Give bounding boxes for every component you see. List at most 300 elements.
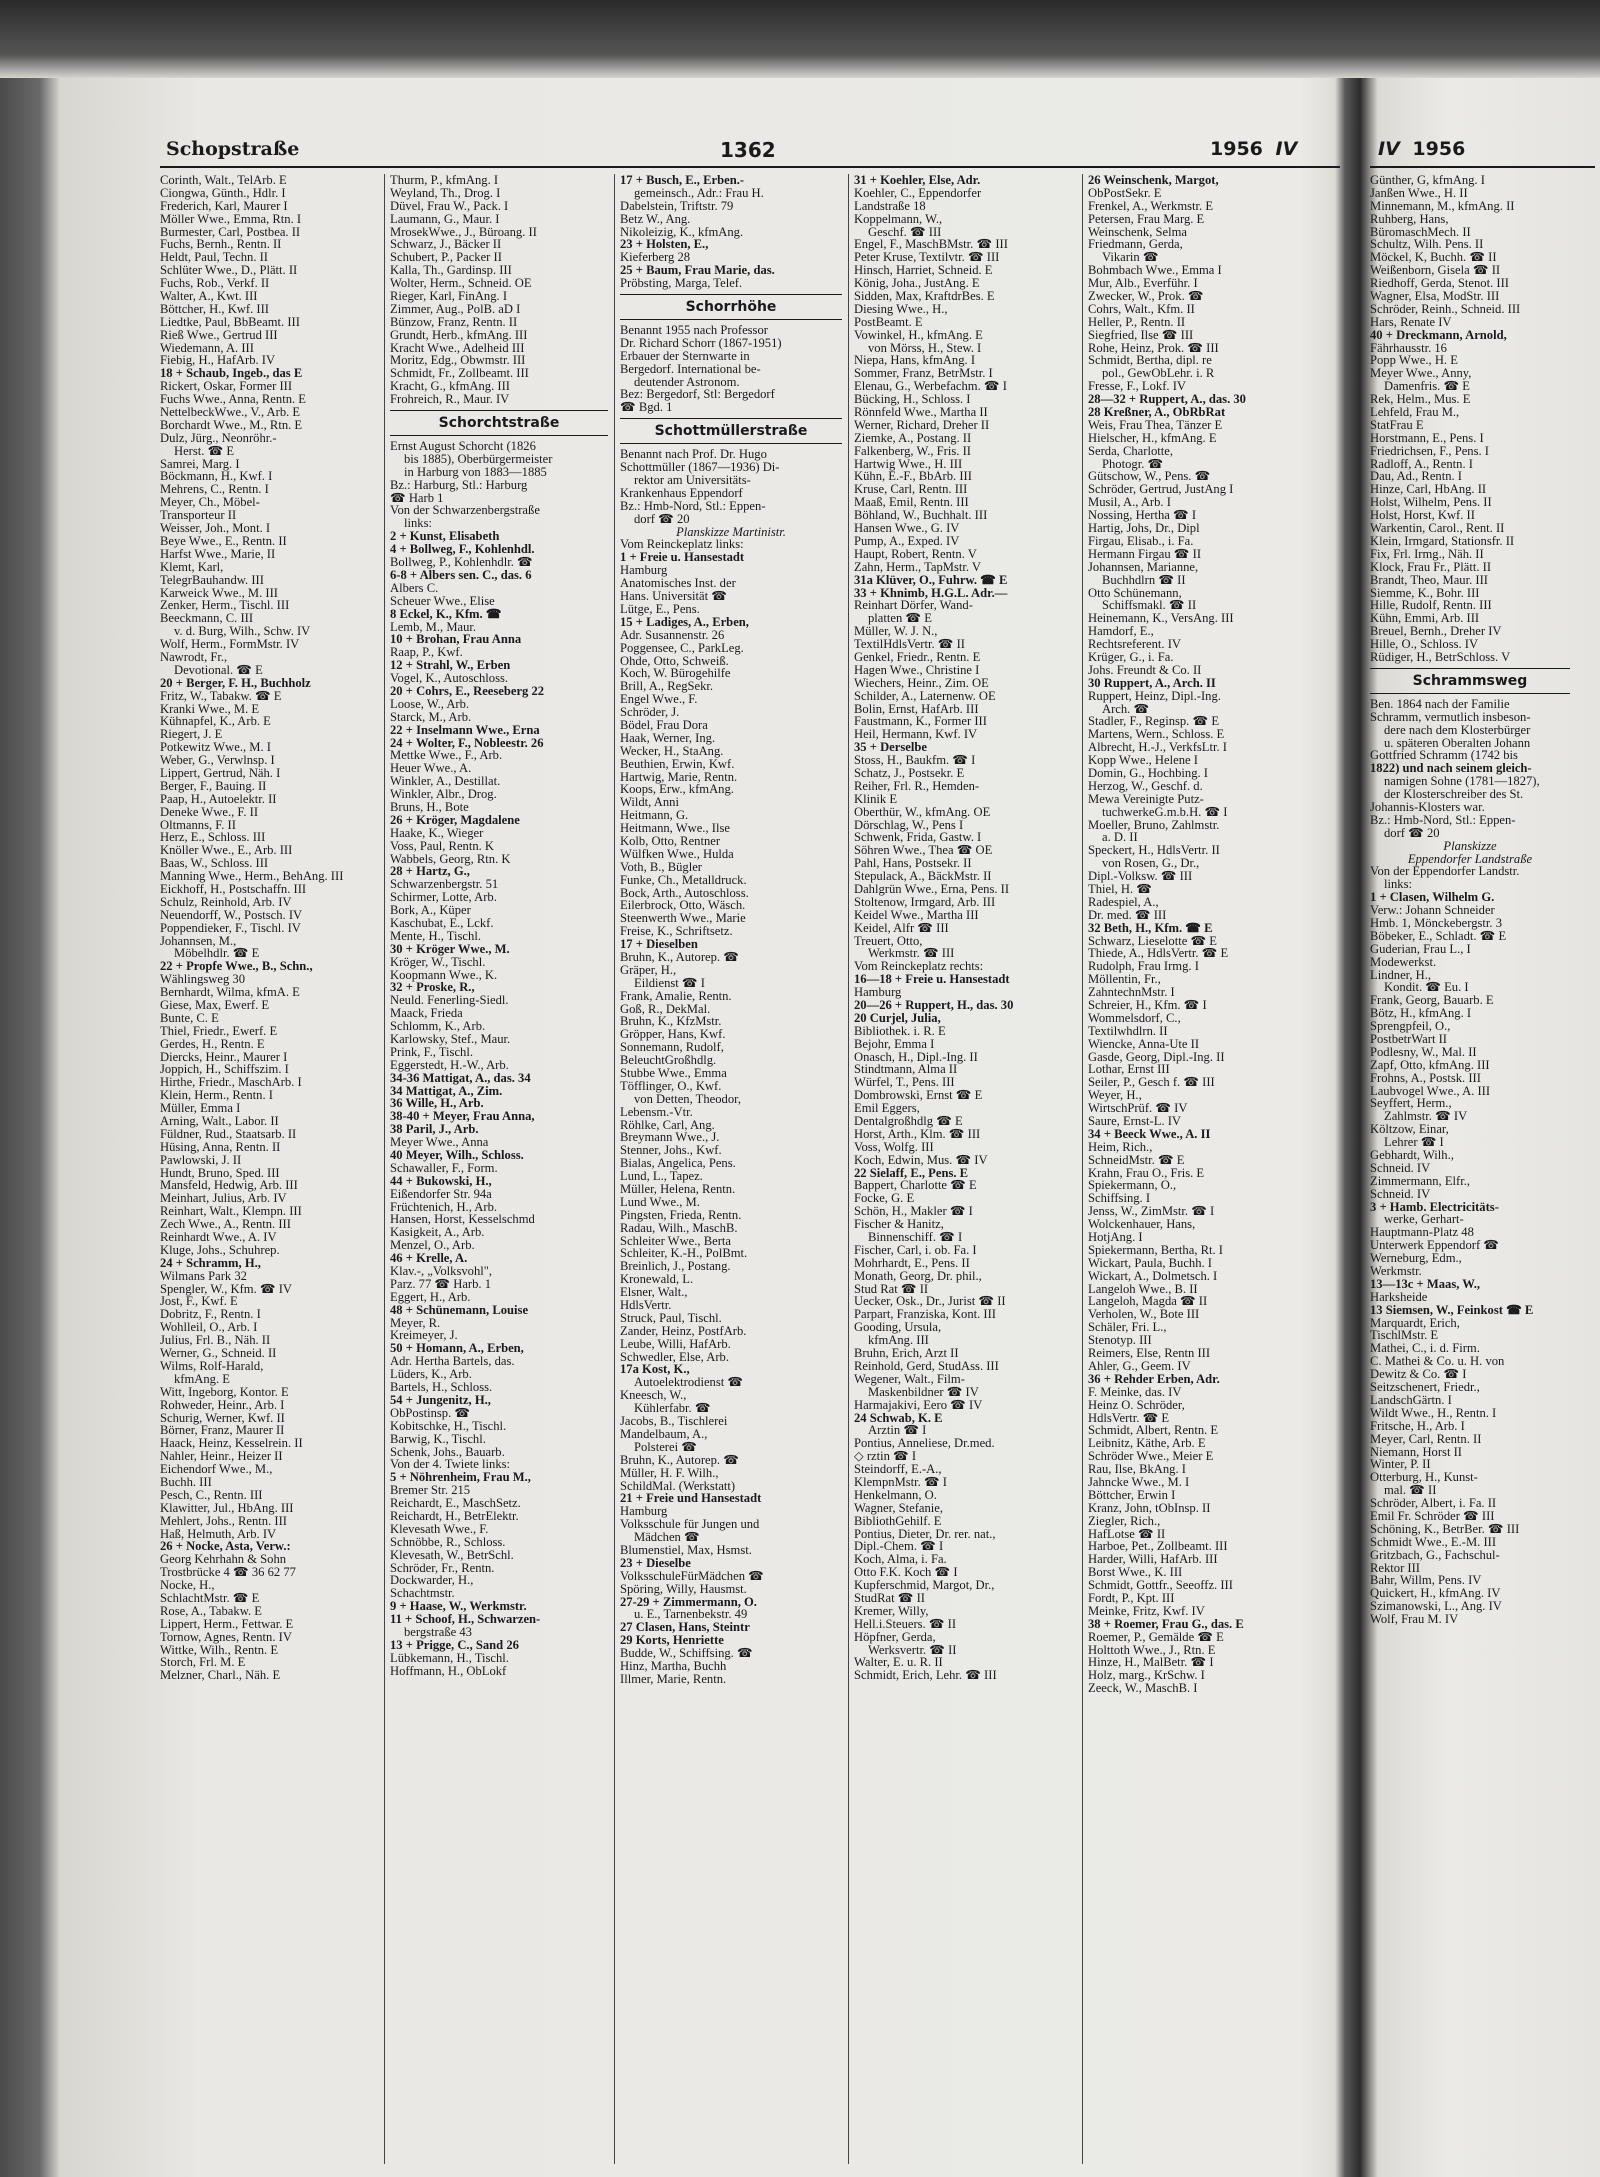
resident-entry: Gröpper, Hans, Kwf. xyxy=(620,1027,726,1042)
resident-entry: Zimmermann, Elfr., xyxy=(1370,1173,1471,1188)
resident-entry: Wegener, Walt., Film- xyxy=(854,1371,965,1386)
resident-entry: Adr. Susannenstr. 26 xyxy=(620,627,725,642)
house-number-entry: 40 Meyer, Wilh., Schloss. xyxy=(390,1148,524,1163)
house-number-entry: 28—32 + Ruppert, A., das. 30 xyxy=(1088,392,1246,407)
resident-entry: ☎ Bgd. 1 xyxy=(620,400,673,415)
entry-continuation: Lehrer ☎ I xyxy=(1384,1135,1444,1150)
resident-entry: Hundt, Bruno, Sped. III xyxy=(160,1165,280,1180)
resident-entry: Bötz, H., kfmAng. I xyxy=(1370,1006,1472,1021)
resident-entry: PostBeamt. E xyxy=(854,314,923,329)
resident-entry: Günther, G, kfmAng. I xyxy=(1370,174,1485,187)
resident-entry: Schramm, vermutlich insbeson- xyxy=(1370,709,1531,724)
resident-entry: Focke, G. E xyxy=(854,1191,915,1206)
resident-entry: Winter, P. II xyxy=(1370,1457,1431,1472)
resident-entry: Schurig, Werner, Kwf. II xyxy=(160,1410,285,1425)
resident-entry: Lemb, M., Maur. xyxy=(390,619,477,634)
resident-entry: Frank, Amalie, Rentn. xyxy=(620,988,732,1003)
resident-entry: Menzel, O., Arb. xyxy=(390,1238,475,1253)
house-number-entry: 2 + Kunst, Elisabeth xyxy=(390,529,500,544)
resident-entry: Radloff, A., Rentn. I xyxy=(1370,456,1473,471)
resident-entry: Breymann Wwe., J. xyxy=(620,1130,720,1145)
resident-entry: Rau, Ilse, BkAng. I xyxy=(1088,1462,1186,1477)
resident-entry: Siegfried, Ilse ☎ III xyxy=(1088,327,1194,342)
resident-entry: Schwarz, Lieselotte ☎ E xyxy=(1088,933,1217,948)
resident-entry: Dentalgroßhdlg ☎ E xyxy=(854,1114,963,1129)
resident-entry: Domin, G., Hochbing. I xyxy=(1088,765,1208,780)
resident-entry: Stubbe Wwe., Emma xyxy=(620,1066,727,1080)
resident-entry: Prink, F., Tischl. xyxy=(390,1044,473,1059)
house-number-entry: 38 Paril, J., Arb. xyxy=(390,1122,479,1137)
entry-continuation: bis 1885), Oberbürgermeister xyxy=(404,451,553,466)
resident-entry: Reinhardt Wwe., A. IV xyxy=(160,1230,277,1245)
resident-entry: Budde, W., Schiffsing. ☎ xyxy=(620,1646,753,1661)
resident-entry: ☎ Harb 1 xyxy=(390,490,444,505)
resident-entry: Bialas, Angelica, Pens. xyxy=(620,1156,736,1171)
house-number-entry: 34 + Beeck Wwe., A. II xyxy=(1088,1126,1211,1141)
house-number-entry: 22 + Inselmann Wwe., Erna xyxy=(390,722,540,737)
resident-entry: Schmidt, Bertha, dipl. re xyxy=(1088,353,1212,368)
entry-continuation: der Klosterschreiber des St. xyxy=(1384,787,1524,802)
resident-entry: Scheuer Wwe., Elise xyxy=(390,593,495,608)
entry-continuation: v. d. Burg, Wilh., Schw. IV xyxy=(174,624,311,639)
resident-entry: Arning, Walt., Labor. II xyxy=(160,1114,279,1129)
resident-entry: Walter, A., Kwt. III xyxy=(160,289,258,304)
resident-entry: Koops, Erw., kfmAng. xyxy=(620,782,734,797)
resident-entry: Schmidt, Gottfr., Seeoffz. III xyxy=(1088,1578,1233,1593)
resident-entry: Koehler, C., Eppendorfer xyxy=(854,185,982,200)
resident-entry: Weinschenk, Selma xyxy=(1088,224,1188,239)
entry-continuation: Zahlmstr. ☎ IV xyxy=(1384,1109,1468,1124)
resident-entry: Rek, Helm., Mus. E xyxy=(1370,392,1471,407)
resident-entry: Stadler, F., Reginsp. ☎ E xyxy=(1088,714,1220,729)
resident-entry: Speckert, H., HdlsVertr. II xyxy=(1088,843,1220,858)
house-number-entry: 50 + Homann, A., Erben, xyxy=(390,1341,524,1356)
resident-entry: Rechtsreferent. IV xyxy=(1088,637,1182,652)
resident-entry: Oberthür, W., kfmAng. OE xyxy=(854,804,991,819)
resident-entry: Bunte, C. E xyxy=(160,1010,219,1025)
resident-entry: Breuel, Bernh., Dreher IV xyxy=(1370,624,1502,639)
resident-entry: Krüger, G., i. Fa. xyxy=(1088,649,1174,664)
resident-entry: KlempnMstr. ☎ I xyxy=(854,1474,947,1489)
resident-entry: Hille, O., Schloss. IV xyxy=(1370,637,1479,652)
resident-entry: Klevesath, W., BetrSchl. xyxy=(390,1547,514,1562)
resident-entry: Schwedler, Else, Arb. xyxy=(620,1349,729,1364)
column-1 xyxy=(160,174,378,1682)
resident-entry: Horstmann, E., Pens. I xyxy=(1370,430,1484,445)
resident-entry: Schneid. IV xyxy=(1370,1160,1431,1175)
resident-entry: Zwecker, W., Prok. ☎ xyxy=(1088,289,1204,304)
house-number-entry: 46 + Krelle, A. xyxy=(390,1251,468,1266)
resident-entry: Voss, Wolfg. III xyxy=(854,1139,934,1154)
resident-entry: Hartwig, Marie, Rentn. xyxy=(620,769,738,784)
resident-entry: Gebhardt, Wilh., xyxy=(1370,1148,1454,1163)
right-page-column xyxy=(1370,80,1595,2170)
resident-entry: Bremer Str. 215 xyxy=(390,1483,471,1498)
resident-entry: Rektor III xyxy=(1370,1560,1421,1575)
resident-entry: Wiechers, Heinr., Zim. OE xyxy=(854,675,989,690)
resident-entry: Leube, Willi, HafArb. xyxy=(620,1336,731,1351)
house-number-entry: 48 + Schünemann, Louise xyxy=(390,1302,529,1317)
entry-continuation: Herst. ☎ E xyxy=(174,443,235,458)
resident-entry: Hamburg xyxy=(620,563,668,578)
resident-entry: Seiler, P., Gesch f. ☎ III xyxy=(1088,1075,1215,1090)
resident-entry: Lebensm.-Vtr. xyxy=(620,1104,693,1119)
house-number-entry: 29 Korts, Henriette xyxy=(620,1633,724,1648)
resident-entry: Albers C. xyxy=(390,580,439,595)
resident-entry: Lindner, H., xyxy=(1370,967,1432,982)
resident-entry: Hars, Renate IV xyxy=(1370,314,1452,329)
resident-entry: Knöller Wwe., E., Arb. III xyxy=(160,843,293,858)
resident-entry: Samrei, Marg. I xyxy=(160,456,240,471)
resident-entry: Diercks, Heinr., Maurer I xyxy=(160,1049,288,1064)
house-number-entry: 31 + Koehler, Else, Adr. xyxy=(854,174,981,187)
resident-entry: Bz.: Hmb-Nord, Stl.: Eppen- xyxy=(620,498,766,513)
resident-entry: Diesing Wwe., H., xyxy=(854,301,948,316)
resident-entry: SchlachtMstr. ☎ E xyxy=(160,1590,260,1605)
resident-entry: Hamdorf, E., xyxy=(1088,624,1154,639)
resident-entry: Hoffmann, H., ObLokf xyxy=(390,1663,507,1678)
resident-entry: Elenau, G., Werbefachm. ☎ I xyxy=(854,379,1007,394)
resident-entry: Kreimeyer, J. xyxy=(390,1328,458,1343)
entry-continuation: Arch. ☎ xyxy=(1102,701,1150,716)
resident-entry: Rudolph, Frau Irmg. I xyxy=(1088,959,1199,974)
house-number-entry: 21 + Freie und Hansestadt xyxy=(620,1491,762,1506)
resident-entry: Verw.: Johann Schneider xyxy=(1370,903,1495,918)
resident-entry: Bolin, Ernst, HafArb. III xyxy=(854,701,979,716)
resident-entry: Pontius, Anneliese, Dr.med. xyxy=(854,1436,995,1451)
resident-entry: Ben. 1864 nach der Familie xyxy=(1370,696,1510,711)
house-number-entry: 20 Curjel, Julia, xyxy=(854,1010,941,1025)
resident-entry: Hamburg xyxy=(854,985,902,1000)
resident-entry: Kobitschke, H., Tischl. xyxy=(390,1418,507,1433)
resident-entry: Haake, K., Wieger xyxy=(390,825,484,840)
entry-continuation: dere nach dem Klosterbürger xyxy=(1384,722,1531,737)
house-number-entry: 30 + Kröger Wwe., M. xyxy=(390,941,510,956)
resident-entry: Lippert, Gertrud, Näh. I xyxy=(160,765,281,780)
resident-entry: Bünzow, Franz, Rentn. II xyxy=(390,314,518,329)
resident-entry: Bruhn, K., Autorep. ☎ xyxy=(620,949,739,964)
resident-entry: Hauptmann-Platz 48 xyxy=(1370,1225,1474,1240)
resident-entry: Holttoth Wwe., J., Rtn. E xyxy=(1088,1642,1216,1657)
resident-entry: Harder, Willi, HafArb. III xyxy=(1088,1552,1218,1567)
resident-entry: Wagner, Stefanie, xyxy=(854,1500,944,1515)
house-number-entry: 44 + Bukowski, H., xyxy=(390,1173,492,1188)
resident-entry: Transporteur II xyxy=(160,508,237,523)
resident-entry: Riegert, J. E xyxy=(160,727,223,742)
resident-entry: Stepulack, A., BäckMstr. II xyxy=(854,869,992,884)
resident-entry: Koppelmann, W., xyxy=(854,211,943,226)
resident-entry: Georg Kehrhahn & Sohn xyxy=(160,1552,287,1567)
resident-entry: Füldner, Rud., Staatsarb. II xyxy=(160,1126,297,1141)
entry-continuation: Schiffsmakl. ☎ II xyxy=(1102,598,1197,613)
resident-entry: Betz W., Ang. xyxy=(620,211,691,226)
plan-note: Planskizze xyxy=(1443,838,1497,853)
resident-entry: TischlMstr. E xyxy=(1370,1328,1439,1343)
resident-entry: Frank, Georg, Bauarb. E xyxy=(1370,993,1494,1008)
resident-entry: Johannis-Klosters war. xyxy=(1370,799,1485,814)
resident-entry: Holz, marg., KrSchw. I xyxy=(1088,1668,1205,1683)
resident-entry: Lund, L., Tapez. xyxy=(620,1169,703,1184)
resident-entry: Schleiter Wwe., Berta xyxy=(620,1233,731,1248)
resident-entry: Hermann Firgau ☎ II xyxy=(1088,546,1202,561)
resident-entry: Peter Kruse, Textilvtr. ☎ III xyxy=(854,250,1000,265)
resident-entry: Schreier, H., Kfm. ☎ I xyxy=(1088,998,1207,1012)
resident-entry: Ohde, Otto, Schweiß. xyxy=(620,653,729,668)
resident-entry: Lüders, K., Arb. xyxy=(390,1367,472,1382)
resident-entry: Oltmanns, F. II xyxy=(160,817,236,832)
entry-continuation: platten ☎ E xyxy=(868,611,932,626)
resident-entry: Otterburg, H., Kunst- xyxy=(1370,1470,1478,1485)
resident-entry: Heil, Hermann, Kwf. IV xyxy=(854,727,978,742)
resident-entry: Böhland, W., Buchhalt. III xyxy=(854,508,988,523)
resident-entry: Textilwhdlrn. II xyxy=(1088,1023,1168,1038)
resident-entry: Kronewald, L. xyxy=(620,1272,694,1287)
resident-entry: Corinth, Walt., TelArb. E xyxy=(160,174,287,187)
resident-entry: Bock, Arth., Autoschloss. xyxy=(620,885,749,900)
house-number-entry: 17a Kost, K., xyxy=(620,1362,690,1377)
resident-entry: Möllentin, Fr., xyxy=(1088,972,1161,987)
resident-entry: Haß, Helmuth, Arb. IV xyxy=(160,1526,277,1541)
resident-entry: Möller Wwe., Emma, Rtn. I xyxy=(160,211,302,226)
resident-entry: Röhlke, Carl, Ang. xyxy=(620,1117,715,1132)
resident-entry: Böbeker, E., Schladt. ☎ E xyxy=(1370,928,1507,943)
resident-entry: Faustmann, K., Former III xyxy=(854,714,987,729)
resident-entry: Petersen, Frau Marg. E xyxy=(1088,211,1205,226)
entry-continuation: u. E., Tarnenbekstr. 49 xyxy=(634,1607,748,1622)
entry-continuation: Binnenschiff. ☎ I xyxy=(868,1230,963,1245)
resident-entry: Müller, W. J. N., xyxy=(854,624,938,639)
resident-entry: StatFrau E xyxy=(1370,417,1424,432)
resident-entry: Heitmann, Wwe., Ilse xyxy=(620,821,730,836)
entry-continuation: Kondit. ☎ Eu. I xyxy=(1384,980,1469,995)
resident-entry: Hinze, H., MalBetr. ☎ I xyxy=(1088,1655,1214,1670)
resident-entry: Kühn, E.-F., BbArb. III xyxy=(854,469,972,484)
resident-entry: Holst, Horst, Kwf. II xyxy=(1370,508,1475,523)
resident-entry: SchneidMstr. ☎ E xyxy=(1088,1152,1185,1167)
resident-entry: Breinlich, J., Postang. xyxy=(620,1259,731,1274)
resident-entry: LandschGärtn. I xyxy=(1370,1392,1452,1407)
resident-entry: Schön, H., Makler ☎ I xyxy=(854,1204,973,1219)
resident-entry: Friedmann, Gerda, xyxy=(1088,237,1183,252)
resident-entry: Wickart, A., Dolmetsch. I xyxy=(1088,1268,1218,1283)
resident-entry: Fuchs, Bernh., Rentn. II xyxy=(160,237,282,252)
resident-entry: Johs. Freundt & Co. II xyxy=(1088,662,1202,677)
resident-entry: Krankenhaus Eppendorf xyxy=(620,485,743,500)
resident-entry: Thiel, H. ☎ xyxy=(1088,881,1152,896)
resident-entry: Schubert, P., Packer II xyxy=(390,250,502,265)
resident-entry: Monath, Georg, Dr. phil., xyxy=(854,1268,982,1283)
resident-entry: Benannt 1955 nach Professor xyxy=(620,323,768,338)
resident-entry: Rohe, Heinz, Prok. ☎ III xyxy=(1088,340,1219,355)
entry-continuation: Werkmstr. ☎ III xyxy=(868,946,955,961)
resident-entry: Wildt Wwe., H., Rentn. I xyxy=(1370,1405,1497,1420)
house-number-entry: 24 + Schramm, H., xyxy=(160,1255,261,1270)
resident-entry: Gooding, Ursula, xyxy=(854,1320,942,1335)
resident-entry: Pontius, Dieter, Dr. rer. nat., xyxy=(854,1526,996,1541)
resident-entry: Horst, Arth., Klm. ☎ III xyxy=(854,1126,981,1141)
resident-entry: Meyer, Carl, Rentn. II xyxy=(1370,1431,1482,1446)
resident-entry: Nossing, Hertha ☎ I xyxy=(1088,508,1197,523)
resident-entry: Julius, Frl. B., Näh. II xyxy=(160,1333,271,1348)
resident-entry: Bergedorf. International be- xyxy=(620,361,761,376)
resident-entry: Anatomisches Inst. der xyxy=(620,576,736,591)
resident-entry: Kracht, G., kfmAng. III xyxy=(390,379,510,394)
resident-entry: Pump, A., Exped. IV xyxy=(854,533,960,548)
resident-entry: HdlsVertr. ☎ E xyxy=(1088,1410,1170,1425)
resident-entry: Johannsen, Marianne, xyxy=(1088,559,1199,574)
right-page-header xyxy=(1378,138,1465,160)
resident-entry: Stenner, Johs., Kwf. xyxy=(620,1143,722,1158)
resident-entry: Benannt nach Prof. Dr. Hugo xyxy=(620,447,767,462)
house-number-entry: 15 + Ladiges, A., Erben, xyxy=(620,614,749,629)
resident-entry: Müller, H. F. Wilh., xyxy=(620,1465,719,1480)
resident-entry: Werner, Richard, Dreher II xyxy=(854,417,990,432)
resident-entry: Bücking, H., Schloss. I xyxy=(854,392,971,407)
house-number-entry: 32 + Proske, R., xyxy=(390,980,475,995)
resident-entry: Fix, Frl. Irmg., Näh. II xyxy=(1370,546,1484,561)
resident-entry: Müller, Emma I xyxy=(160,1101,241,1116)
resident-entry: Moeller, Bruno, Zahlmstr. xyxy=(1088,817,1220,832)
resident-entry: Unterwerk Eppendorf ☎ xyxy=(1370,1238,1499,1253)
resident-entry: Hell.i.Steuers. ☎ II xyxy=(854,1616,957,1631)
house-number-entry: 16—18 + Freie u. Hansestadt xyxy=(854,972,1010,987)
resident-entry: Gottfried Schramm (1742 bis xyxy=(1370,748,1518,763)
resident-entry: Winkler, Albr., Drog. xyxy=(390,787,497,802)
entry-continuation: Maskenbildner ☎ IV xyxy=(868,1384,979,1399)
resident-entry: Harfst Wwe., Marie, II xyxy=(160,546,276,561)
resident-entry: Schröder, J. xyxy=(620,705,680,720)
resident-entry: Reinhold, Gerd, StudAss. III xyxy=(854,1358,999,1373)
resident-entry: Radau, Wilh., MaschB. xyxy=(620,1220,738,1235)
resident-entry: Steindorff, E.-A., xyxy=(854,1462,942,1477)
house-number-entry: 34-36 Mattigat, A., das. 34 xyxy=(390,1070,531,1085)
plan-note: Planskizze Martinistr. xyxy=(676,524,786,539)
resident-entry: Weyland, Th., Drog. I xyxy=(390,185,501,200)
resident-entry: Fordt, P., Kpt. III xyxy=(1088,1590,1175,1605)
resident-entry: Dr. Richard Schorr (1867-1951) xyxy=(620,335,782,350)
resident-entry: Spiekermann, O., xyxy=(1088,1178,1177,1193)
house-number-entry: 23 + Dieselbe xyxy=(620,1555,691,1570)
resident-entry: Jenss, W., ZimMstr. ☎ I xyxy=(1088,1204,1215,1219)
resident-entry: Rieß Wwe., Gertrud III xyxy=(160,327,278,342)
resident-entry: Reichardt, H., BetrElektr. xyxy=(390,1508,519,1523)
resident-entry: Beeckmann, C. III xyxy=(160,611,254,626)
entry-continuation: a. D. II xyxy=(1102,830,1138,845)
resident-entry: Moritz, Edg., Obwmstr. III xyxy=(390,353,526,368)
resident-entry: Hartig, Johs, Dr., Dipl xyxy=(1088,521,1200,536)
resident-entry: ObPostinsp. ☎ xyxy=(390,1405,471,1420)
resident-entry: Weyer, H., xyxy=(1088,1088,1142,1103)
resident-entry: Fresse, F., Lokf. IV xyxy=(1088,379,1186,394)
resident-entry: Gerdes, H., Rentn. E xyxy=(160,1036,265,1051)
house-number-entry: 34 Mattigat, A., Zim. xyxy=(390,1083,503,1098)
resident-entry: Fischer & Hanitz, xyxy=(854,1217,944,1232)
resident-entry: Wecker, H., StaAng. xyxy=(620,743,724,758)
resident-entry: Langeloh Wwe., B. II xyxy=(1088,1281,1198,1296)
resident-entry: Friedrichsen, F., Pens. I xyxy=(1370,443,1489,458)
resident-entry: Spengler, W., Kfm. ☎ IV xyxy=(160,1281,293,1296)
resident-entry: Karweick Wwe., M. III xyxy=(160,585,278,600)
street-heading: Schorchtstraße xyxy=(390,410,608,436)
resident-entry: Früchtenich, H., Arb. xyxy=(390,1199,498,1214)
resident-entry: VolksschuleFürMädchen ☎ xyxy=(620,1568,764,1583)
header-rule xyxy=(160,166,1340,168)
resident-entry: Raap, P., Kwf. xyxy=(390,645,463,660)
resident-entry: Schirmer, Lotte, Arb. xyxy=(390,890,497,905)
resident-entry: Mehlert, Johs., Rentn. III xyxy=(160,1513,287,1528)
entry-continuation: tuchwerkeG.m.b.H. ☎ I xyxy=(1102,804,1228,819)
resident-entry: Töfflinger, O., Kwf. xyxy=(620,1078,722,1093)
resident-entry: Harksheide xyxy=(1370,1289,1428,1304)
resident-entry: Weißenborn, Gisela ☎ II xyxy=(1370,263,1501,278)
resident-entry: Guderian, Frau L., I xyxy=(1370,941,1471,956)
resident-entry: Borst Wwe., K. III xyxy=(1088,1565,1183,1580)
resident-entry: Schottmüller (1867—1936) Di- xyxy=(620,460,780,475)
resident-entry: Wickart, Paula, Buchh. I xyxy=(1088,1255,1212,1270)
entry-continuation: Buchhdlrn ☎ II xyxy=(1102,572,1186,587)
resident-entry: Siemme, K., Bohr. III xyxy=(1370,585,1480,600)
resident-entry: Buchh. III xyxy=(160,1474,212,1489)
resident-entry: Poppendieker, F., Tischl. IV xyxy=(160,920,301,935)
resident-entry: Koch, Edwin, Mus. ☎ IV xyxy=(854,1152,988,1167)
resident-entry: Sidden, Max, KraftdrBes. E xyxy=(854,289,995,304)
resident-entry: Hans. Universität ☎ xyxy=(620,589,727,604)
entry-continuation: rektor am Universitäts- xyxy=(634,473,751,488)
resident-entry: Johannsen, M., xyxy=(160,933,237,948)
column-5 xyxy=(1088,174,1310,1695)
resident-entry: Schröder, Reinh., Schneid. III xyxy=(1370,301,1521,316)
entry-continuation: Vikarin ☎ xyxy=(1102,250,1159,265)
resident-entry: Heim, Rich., xyxy=(1088,1139,1153,1154)
resident-entry: Hielscher, H., kfmAng. E xyxy=(1088,430,1217,445)
house-number-entry: 38-40 + Meyer, Frau Anna, xyxy=(390,1109,535,1124)
house-number-entry: 11 + Schoof, H., Schwarzen- xyxy=(390,1612,541,1627)
resident-entry: Keidel Wwe., Martha III xyxy=(854,907,979,922)
house-number-entry: 13 + Prigge, C., Sand 26 xyxy=(390,1637,519,1652)
entry-continuation: Kühlerfabr. ☎ xyxy=(634,1401,711,1416)
house-number-entry: 1822) und nach seinem gleich- xyxy=(1370,761,1532,776)
resident-entry: Otto Schünemann, xyxy=(1088,585,1182,600)
resident-entry: Kieferberg 28 xyxy=(620,250,691,265)
entry-continuation: von Detten, Theodor, xyxy=(634,1091,741,1106)
resident-entry: Frohns, A., Postsk. III xyxy=(1370,1070,1481,1085)
resident-entry: Steenwerth Wwe., Marie xyxy=(620,911,746,926)
resident-entry: Jacobs, B., Tischlerei xyxy=(620,1414,728,1429)
resident-entry: Martens, Wern., Schloss. E xyxy=(1088,727,1225,742)
resident-entry: Wählingsweg 30 xyxy=(160,972,245,987)
resident-entry: Koch, Alma, i. Fa. xyxy=(854,1552,947,1567)
house-number-entry: 10 + Brohan, Frau Anna xyxy=(390,632,522,647)
entry-continuation: links: xyxy=(404,516,432,531)
resident-entry: Volksschule für Jungen und xyxy=(620,1517,760,1532)
house-number-entry: 1 + Clasen, Wilhelm G. xyxy=(1370,890,1495,905)
resident-entry: Beuthien, Erwin, Kwf. xyxy=(620,756,735,771)
house-number-entry: 28 Kreßner, A., ObRbRat xyxy=(1088,405,1226,420)
resident-entry: Mehrens, C., Rentn. I xyxy=(160,482,269,497)
house-number-entry: 5 + Nöhrenheim, Frau M., xyxy=(390,1470,531,1485)
resident-entry: Popp Wwe., H. E xyxy=(1370,353,1458,368)
resident-entry: Herzog, W., Geschf. d. xyxy=(1088,778,1203,793)
resident-entry: Dobritz, F., Rentn. I xyxy=(160,1307,261,1322)
resident-entry: Schachtmstr. xyxy=(390,1586,455,1601)
resident-entry: Müller, Helena, Rentn. xyxy=(620,1182,736,1197)
resident-entry: Witt, Ingeborg, Kontor. E xyxy=(160,1384,289,1399)
resident-entry: Böttcher, Erwin I xyxy=(1088,1487,1176,1502)
resident-entry: Lehfeld, Frau M., xyxy=(1370,405,1460,420)
resident-entry: Falkenberg, W., Fris. II xyxy=(854,443,971,458)
resident-entry: Nocke, H., xyxy=(160,1578,215,1593)
entry-continuation: dorf ☎ 20 xyxy=(634,511,690,526)
